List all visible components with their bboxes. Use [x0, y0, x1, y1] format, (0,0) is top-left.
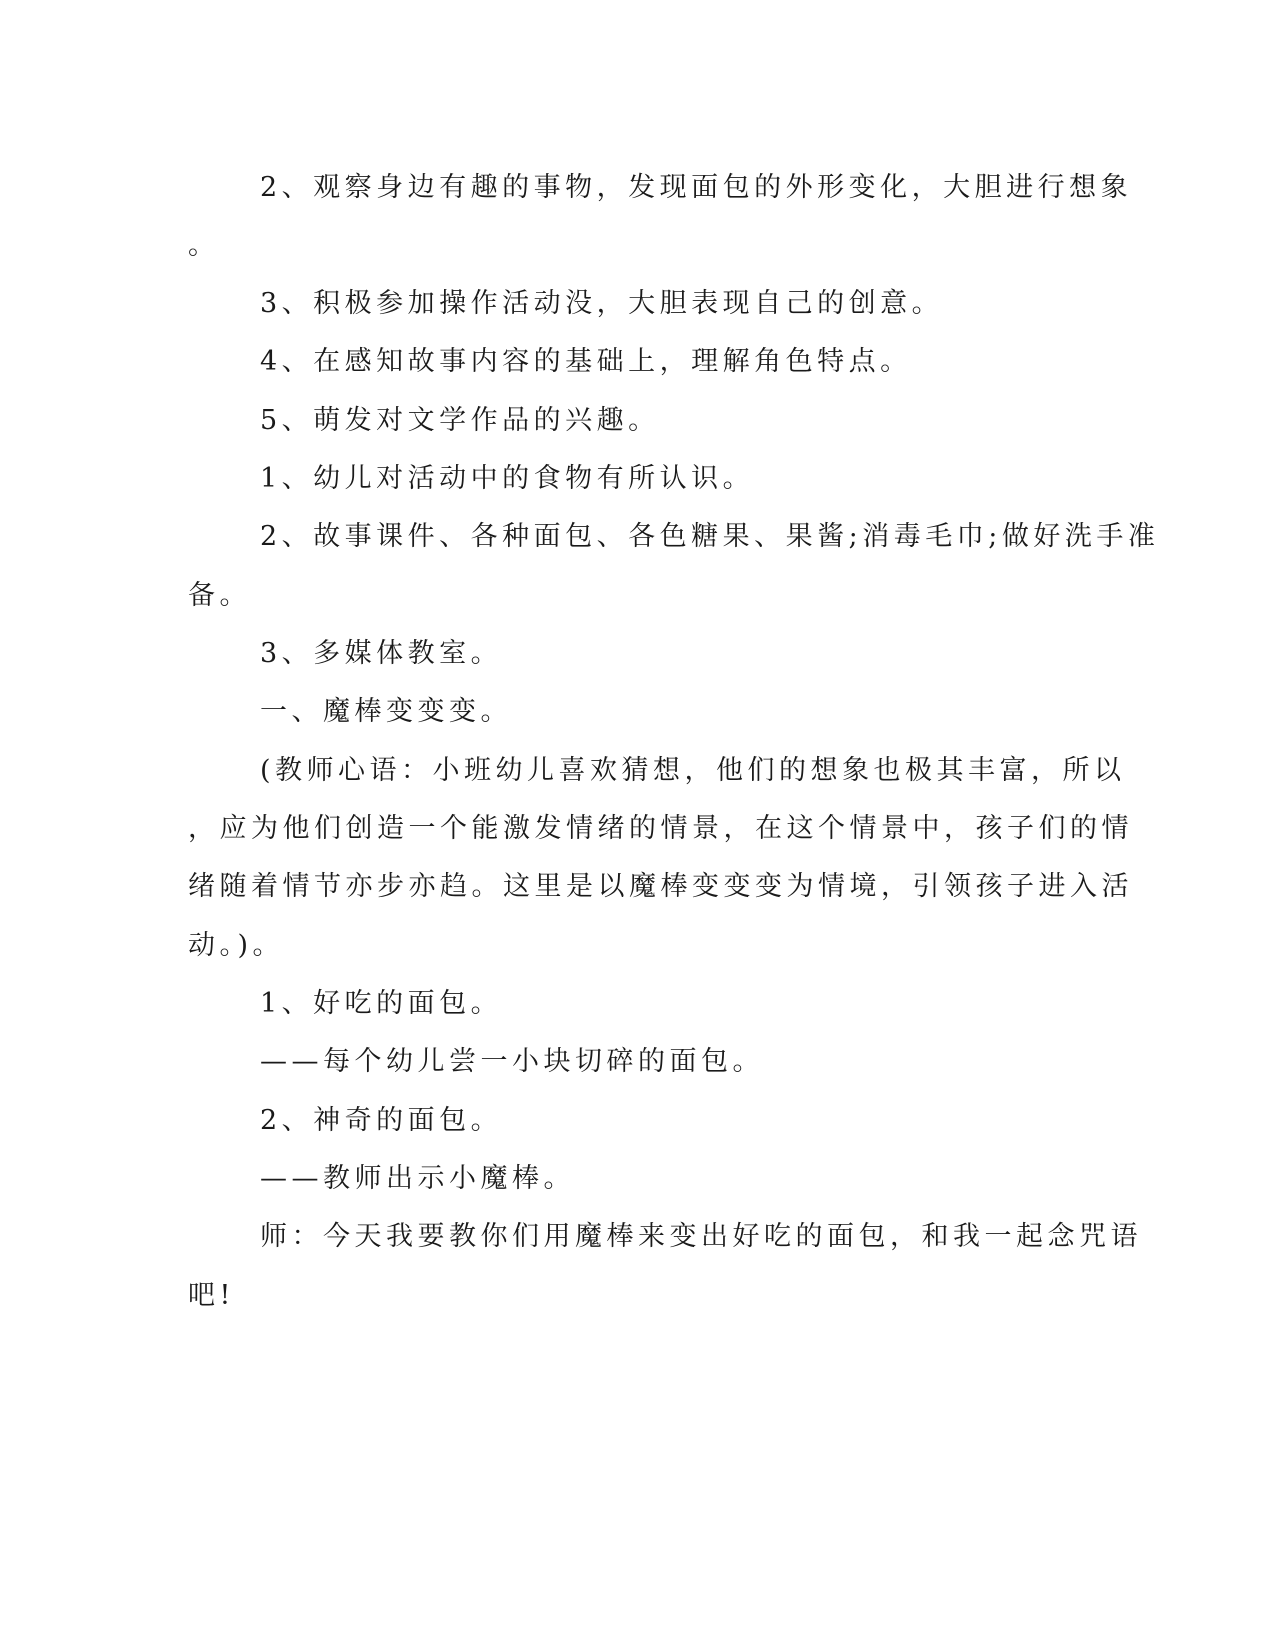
text-line-13: 绪随着情节亦步亦趋。这里是以魔棒变变变为情境，引领孩子进入活 — [188, 871, 1133, 902]
text-line-1: 2、观察身边有趣的事物，发现面包的外形变化，大胆进行想象 — [260, 172, 1133, 203]
text-line-11: (教师心语：小班幼儿喜欢猜想，他们的想象也极其丰富，所以 — [260, 755, 1126, 786]
text-line-8: 备。 — [188, 580, 251, 611]
text-line-16: ——每个幼儿尝一小块切碎的面包。 — [260, 1046, 764, 1077]
text-line-3: 3、积极参加操作活动没，大胆表现自己的创意。 — [260, 288, 944, 319]
text-line-15: 1、好吃的面包。 — [260, 988, 503, 1019]
text-line-4: 4、在感知故事内容的基础上，理解角色特点。 — [260, 346, 912, 377]
text-line-9: 3、多媒体教室。 — [260, 638, 503, 669]
text-line-6: 1、幼儿对活动中的食物有所认识。 — [260, 463, 755, 494]
text-line-18: ——教师出示小魔棒。 — [260, 1163, 575, 1194]
text-line-7: 2、故事课件、各种面包、各色糖果、果酱;消毒毛巾;做好洗手准 — [260, 521, 1160, 552]
text-line-19: 师：今天我要教你们用魔棒来变出好吃的面包，和我一起念咒语 — [260, 1221, 1142, 1252]
text-line-12: ，应为他们创造一个能激发情绪的情景，在这个情景中，孩子们的情 — [188, 813, 1133, 844]
text-line-14: 动。)。 — [188, 930, 285, 961]
text-line-20: 吧! — [188, 1280, 235, 1311]
text-line-2: 。 — [188, 230, 220, 261]
text-line-5: 5、萌发对文学作品的兴趣。 — [260, 405, 660, 436]
text-line-17: 2、神奇的面包。 — [260, 1105, 503, 1136]
text-line-10: 一、魔棒变变变。 — [260, 696, 512, 727]
